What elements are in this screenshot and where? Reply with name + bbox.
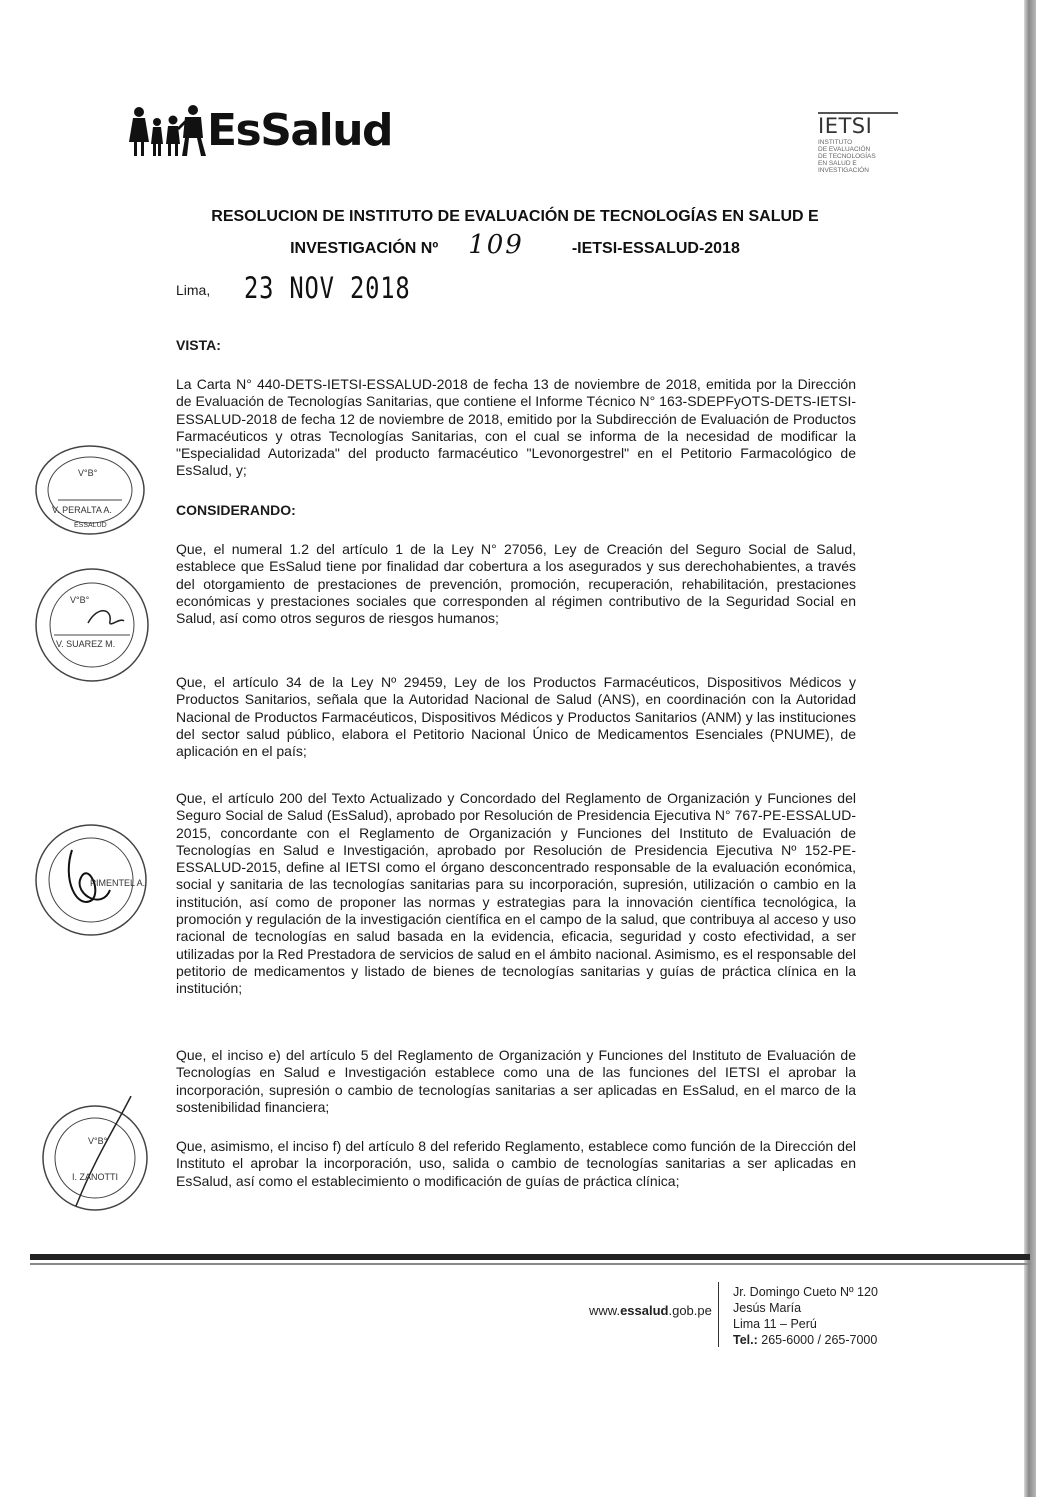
considerando-heading: CONSIDERANDO: [176,502,296,518]
brand-name: EsSalud [207,104,393,156]
footer-address: Jr. Domingo Cueto Nº 120 Jesús María Lima 11 – Perú Tel.: 265-6000 / 265-7000 [733,1285,878,1347]
footer-website[interactable]: www.essalud.gob.pe [589,1303,712,1318]
title-line-1: RESOLUCION DE INSTITUTO DE EVALUACIÓN DE TECNOLOGÍAS EN SALUD E [211,208,819,225]
considerando-paragraph-3: Que, el artículo 200 del Texto Actualizado y Concordado del Reglamento de Organización y Funciones del Seguro Social de Salud (EsSalud), aprobado por Resolución de Presidencia Ejecutiva N° 767-PE-ESSALUD-2015, concordante con el Reglamento de Organización y Funciones del Instituto de Evaluación de Tecnologías en Salud e Investigación, aprobado por Resolución de Presidencia Ejecutiva Nº 152-PE-ESSALUD-2015, define al IETSI como el órgano desconcentrado responsable de la evaluación económica, social y sanitaria de las tecnologías sanitarias para su incorporación, supresión, utilización o cambio en la institución, así como de proponer las normas y estrategias para la innovación científica tecnológica, la promoción y regulación de la investigación científica en el campo de la salud, que contribuya al acceso y uso racional de tecnologías en salud basada en la evidencia, eficacia, seguridad y costo efectividad, a ser utilizadas por la Red Prestadora de servicios de salud en el ámbito nacional. Asimismo, es el responsable del petitorio de medicamentos y listado de bienes de tecnologías sanitarias y guías de práctica clínica en la institución; [176,790,856,997]
date-stamp: 23 NOV 2018 [244,271,411,305]
seal-icon [36,1096,154,1216]
considerando-paragraph-5: Que, asimismo, el inciso f) del artículo 8 del referido Reglamento, establece como función de la Dirección del Instituto el aprobar la incorporación, uso, salida o cambio de tecnologías sanitarias a ser aplicadas en EsSalud, así como el establecimiento o modificación de guías de práctica clínica; [176,1138,856,1189]
handwritten-number: 109 [468,230,524,260]
scan-edge [1024,0,1036,1497]
title-line-2: INVESTIGACIÓN Nº 109 -IETSI-ESSALUD-2018 [290,230,740,260]
considerando-paragraph-4: Que, el inciso e) del artículo 5 del Reglamento de Organización y Funciones del Instituto de Evaluación de Tecnologías en Salud e Investigación establece como una de las funciones del IETSI el aprobar la incorporación, supresión o cambio de tecnologías sanitarias a ser aplicadas en EsSalud, en el marco de la sostenibilidad financiera; [176,1047,856,1115]
family-figures-icon [127,100,209,160]
essalud-logo [127,100,392,160]
footer-divider [718,1282,719,1347]
approval-stamp-1: V°B° V. PERALTA A. ESSALUD [30,440,150,540]
vista-paragraph: La Carta N° 440-DETS-IETSI-ESSALUD-2018 de fecha 13 de noviembre de 2018, emitida por la Dirección de Evaluación de Tecnologías Sanitarias, que contiene el Informe Técnico N° 163-SDEPFyOTS-DETS-IETSI-ESSALUD-2018 de fecha 12 de noviembre de 2018, emitido por la Subdirección de Evaluación de Productos Farmacéuticos y otras Tecnologías Sanitarias, con el cual se informa de la necesidad de modificar la "Especialidad Autorizada" del producto farmacéutico "Levonorgestrel" en el Petitorio Farmacológico de EsSalud, y; [176,376,856,479]
date-label: Lima, [176,282,211,298]
considerando-paragraph-1: Que, el numeral 1.2 del artículo 1 de la Ley N° 27056, Ley de Creación del Seguro Social de Salud, establece que EsSalud tiene por finalidad dar cobertura a los asegurados y sus derechohabientes, a través del otorgamiento de prestaciones de prevención, promoción, recuperación, rehabilitación, prestaciones económicas y prestaciones sociales que corresponden al régimen contributivo de la Seguridad Social en Salud, así como otros seguros de riesgos humanos; [176,541,856,627]
footer-rule-thin [30,1263,1030,1265]
considerando-paragraph-2: Que, el artículo 34 de la Ley Nº 29459, Ley de los Productos Farmacéuticos, Dispositivos Médicos y Productos Sanitarios, señala que la Autoridad Nacional de Salud (ANS), en coordinación con la Autoridad Nacional de Productos Farmacéuticos, Dispositivos Médicos y Productos Sanitarios (ANM) y las instituciones del sector salud público, elabora el Petitorio Nacional Único de Medicamentos Esenciales (PNUME), de aplicación en el país; [176,674,856,760]
vista-heading: VISTA: [176,337,221,353]
approval-stamp-3: PIMENTEL A. [32,820,150,940]
ietsi-title: IETSI [818,112,898,137]
ietsi-subtitle: INSTITUTO DE EVALUACIÓN DE TECNOLOGÍAS EN SALUD E INVESTIGACIÓN [818,139,876,174]
ietsi-logo [818,112,898,174]
footer-phone: Tel.: 265-6000 / 265-7000 [733,1333,878,1347]
approval-stamp-2: V°B° V. SUAREZ M. [32,565,152,685]
resolution-title [140,202,890,263]
footer-rule [30,1254,1030,1260]
approval-stamp-4: V°B° I. ZANOTTI [36,1096,154,1216]
seal-icon [32,565,152,685]
